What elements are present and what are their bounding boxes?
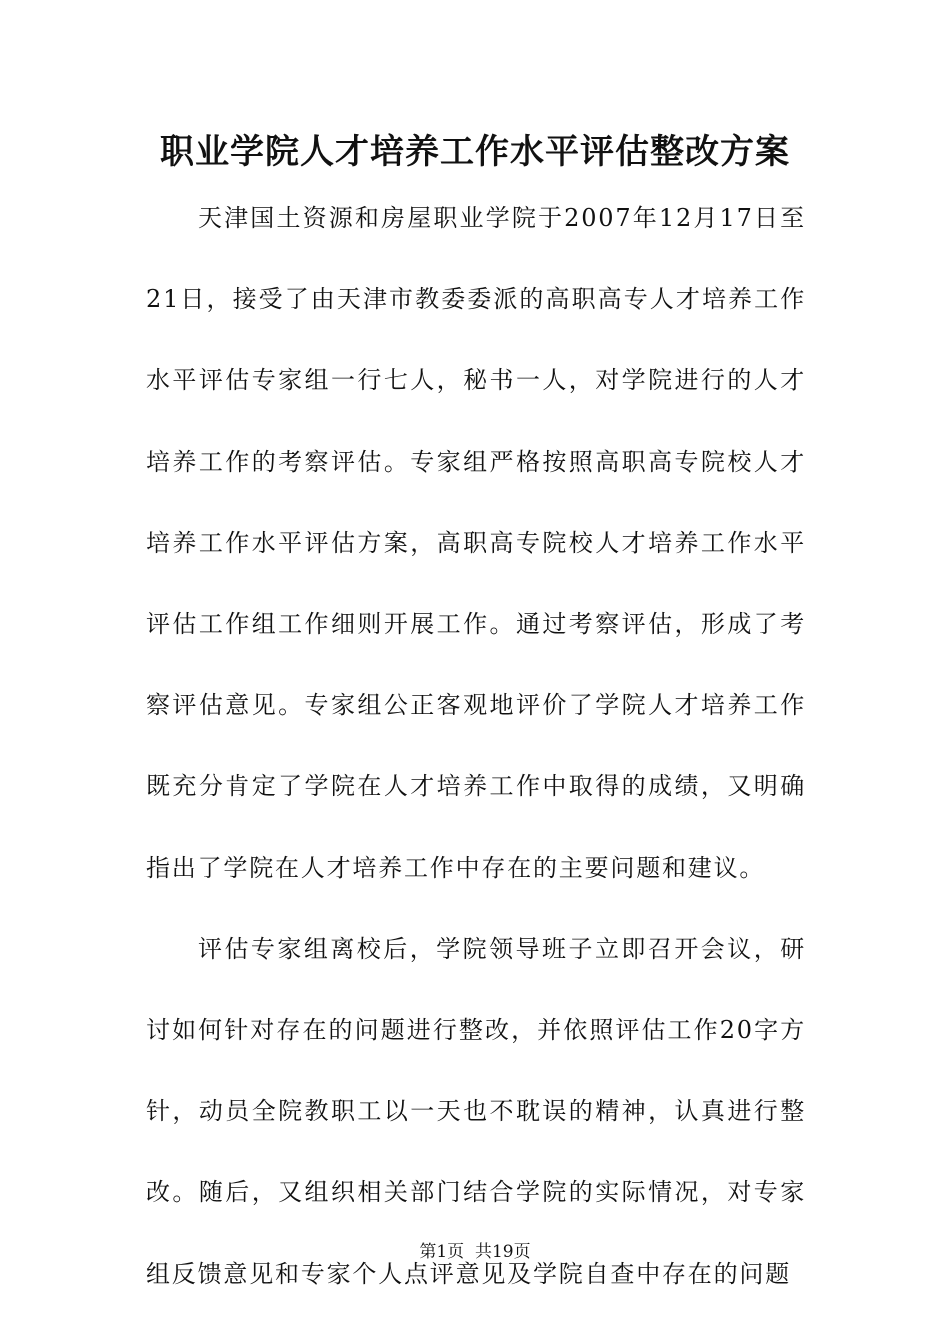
page-footer — [0, 1240, 950, 1264]
page-number: 第1页 共19页 — [419, 1242, 531, 1262]
document-title: 职业学院人才培养工作水平评估整改方案 — [160, 132, 790, 172]
document-body — [146, 178, 806, 1315]
paragraph-2: 评估专家组离校后，学院领导班子立即召开会议，研讨如何针对存在的问题进行整改，并依照评估工作20字方针，动员全院教职工以一天也不耽误的精神，认真进行整改。随后，又组织相关部门结合学院的实际情况，对专家组反馈意见和专家个人点评意见及学院自查中存在的问题 — [146, 934, 806, 1288]
paragraph-1: 天津国土资源和房屋职业学院于2007年12月17日至21日，接受了由天津市教委委派的高职高专人才培养工作水平评估专家组一行七人，秘书一人，对学院进行的人才培养工作的考察评估。专家组严格按照高职高专院校人才培养工作水平评估方案，高职高专院校人才培养工作水平评估工作组工作细则开展工作。通过考察评估，形成了考察评估意见。专家组公正客观地评价了学院人才培养工作既充分肯定了学院在人才培养工作中取得的成绩，又明确指出了学院在人才培养工作中存在的主要问题和建议。 — [146, 204, 806, 882]
